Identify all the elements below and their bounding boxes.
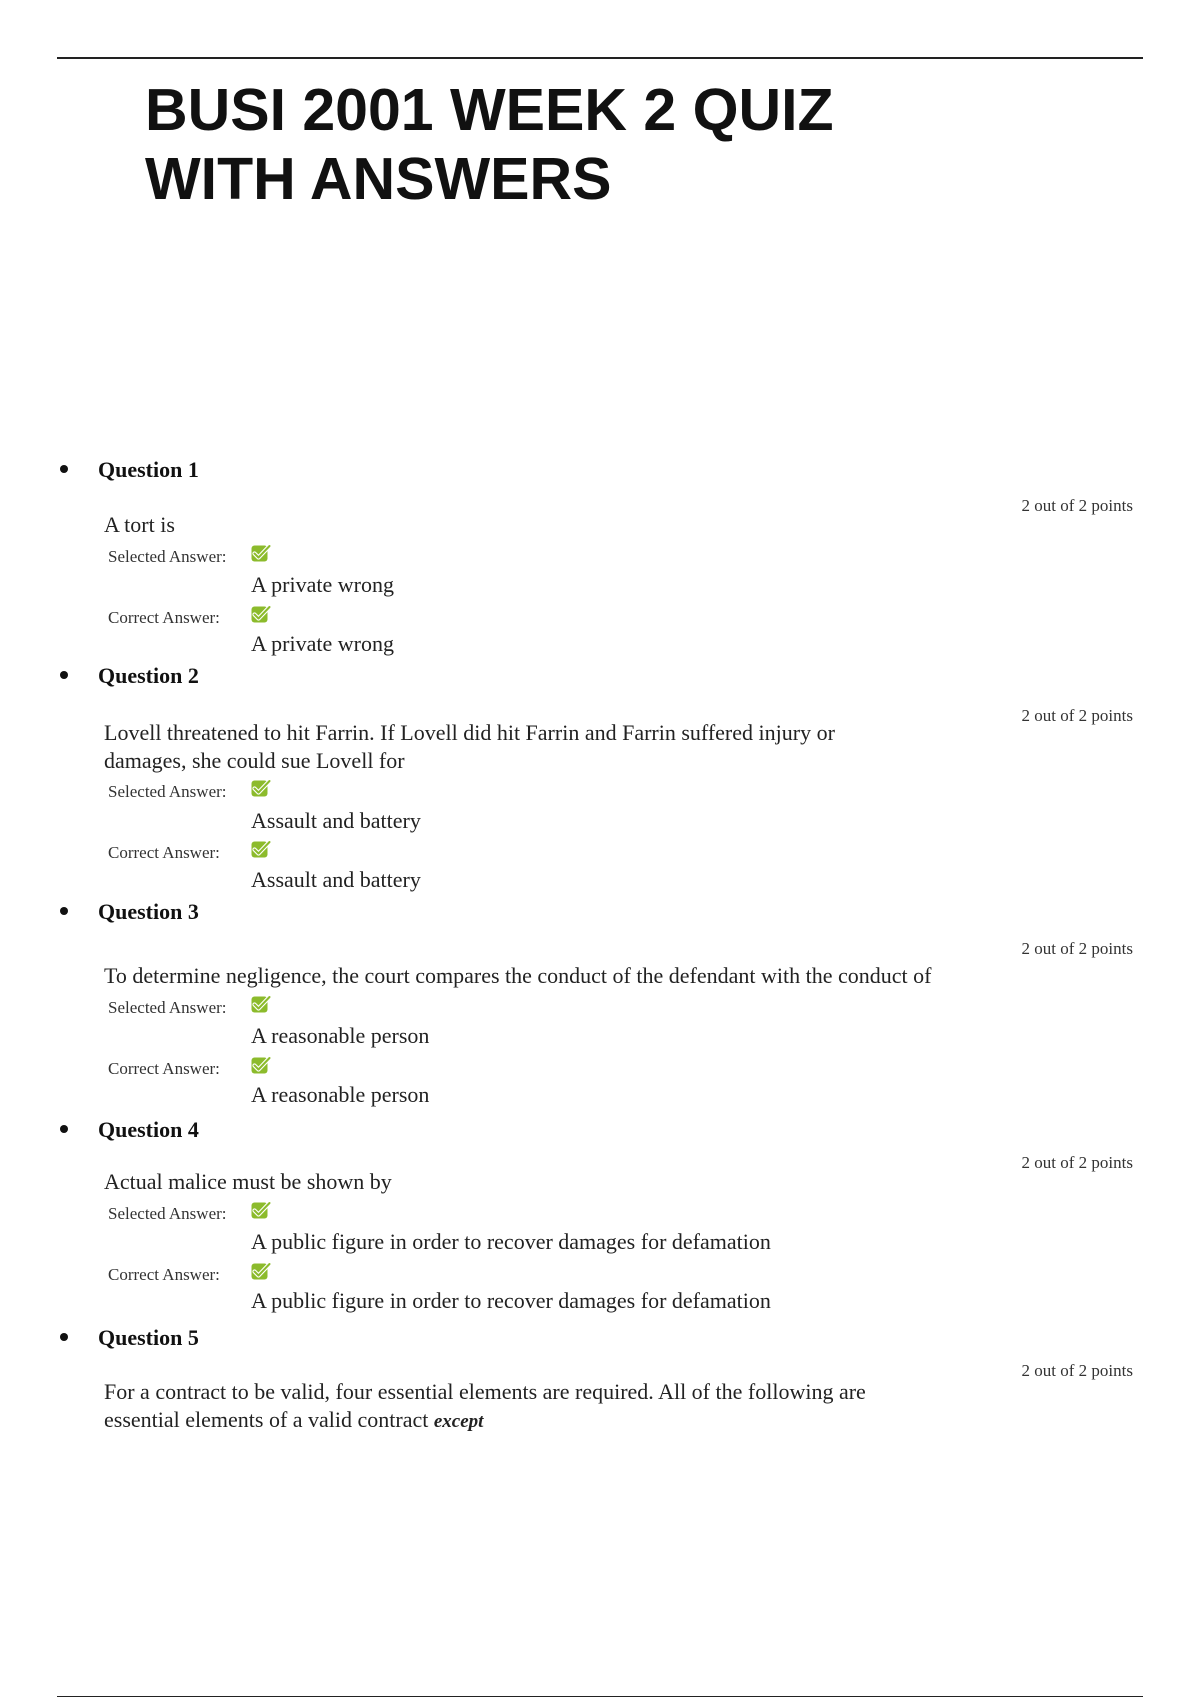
question-4 [0, 1118, 1200, 1326]
bullet-icon [60, 1333, 68, 1341]
question-text [104, 719, 1024, 775]
title-line-1: BUSI 2001 WEEK 2 QUIZ [145, 77, 834, 143]
points-badge: 2 out of 2 points [1021, 1361, 1133, 1380]
question-text: Actual malice must be shown by [104, 1169, 392, 1194]
points-badge: 2 out of 2 points [1021, 706, 1133, 725]
question-text-emphasis: except [433, 1411, 484, 1432]
question-text: A tort is [104, 512, 175, 537]
correct-answer-label: Correct Answer: [108, 1059, 220, 1078]
title-line-2: WITH ANSWERS [145, 146, 612, 212]
question-label: Question 5 [98, 1325, 199, 1350]
selected-answer-value: Assault and battery [251, 808, 421, 833]
correct-answer-value: A reasonable person [251, 1082, 430, 1107]
check-icon [251, 1201, 271, 1220]
question-2 [0, 664, 1200, 900]
check-icon [251, 544, 271, 563]
check-icon [251, 1056, 271, 1075]
bottom-rule [57, 1696, 1143, 1697]
top-rule [57, 57, 1143, 59]
document-title [145, 76, 945, 214]
selected-answer-value: A reasonable person [251, 1023, 430, 1048]
selected-answer-value: A public figure in order to recover damages for defamation [251, 1229, 771, 1254]
question-3 [0, 900, 1200, 1118]
correct-answer-label: Correct Answer: [108, 1265, 220, 1284]
selected-answer-value: A private wrong [251, 572, 394, 597]
question-text-line-2: essential elements of a valid contract [104, 1407, 429, 1432]
selected-answer-label: Selected Answer: [108, 547, 227, 566]
question-text-line-1: Lovell threatened to hit Farrin. If Lovell did hit Farrin and Farrin suffered injury or [104, 720, 835, 745]
points-badge: 2 out of 2 points [1021, 939, 1133, 958]
correct-answer-label: Correct Answer: [108, 608, 220, 627]
check-icon [251, 1262, 271, 1281]
question-text-line-1: For a contract to be valid, four essential elements are required. All of the following are [104, 1379, 866, 1404]
question-label: Question 2 [98, 663, 199, 688]
question-label: Question 4 [98, 1117, 199, 1142]
check-icon [251, 605, 271, 624]
selected-answer-label: Selected Answer: [108, 1204, 227, 1223]
question-label: Question 1 [98, 457, 199, 482]
bullet-icon [60, 907, 68, 915]
points-badge: 2 out of 2 points [1021, 496, 1133, 515]
question-text-line-2: damages, she could sue Lovell for [104, 748, 405, 773]
question-5 [0, 1326, 1200, 1446]
check-icon [251, 995, 271, 1014]
question-label: Question 3 [98, 899, 199, 924]
points-badge: 2 out of 2 points [1021, 1153, 1133, 1172]
bullet-icon [60, 671, 68, 679]
correct-answer-value: A private wrong [251, 631, 394, 656]
bullet-icon [60, 1125, 68, 1133]
question-list [0, 458, 1200, 1446]
check-icon [251, 840, 271, 859]
check-icon [251, 779, 271, 798]
correct-answer-value: Assault and battery [251, 867, 421, 892]
bullet-icon [60, 465, 68, 473]
correct-answer-label: Correct Answer: [108, 843, 220, 862]
question-text [104, 1378, 1024, 1436]
question-1 [0, 458, 1200, 664]
correct-answer-value: A public figure in order to recover damages for defamation [251, 1288, 771, 1313]
selected-answer-label: Selected Answer: [108, 998, 227, 1017]
question-text: To determine negligence, the court compares the conduct of the defendant with the conduct of [104, 963, 932, 988]
selected-answer-label: Selected Answer: [108, 782, 227, 801]
